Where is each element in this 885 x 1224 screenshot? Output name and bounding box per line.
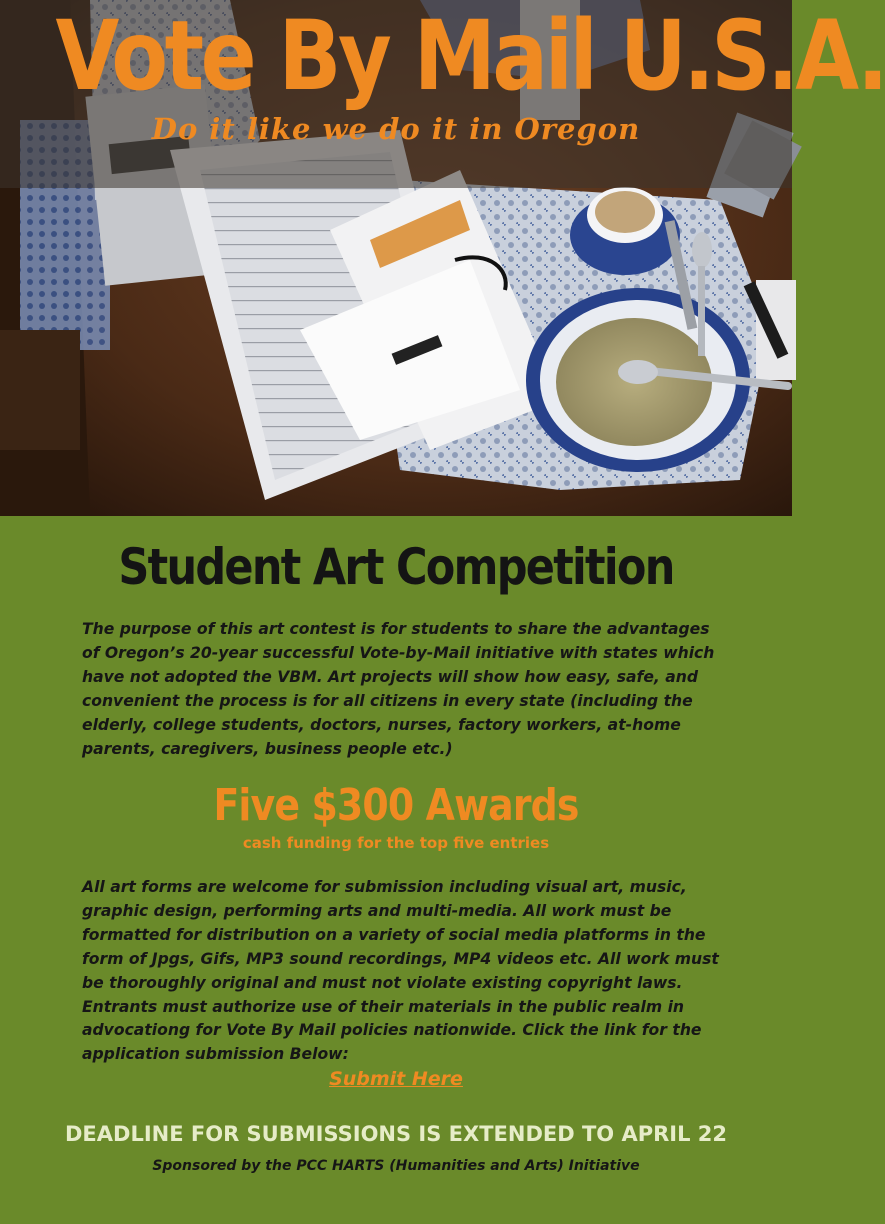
submit-link[interactable]: Submit Here	[329, 1068, 463, 1090]
tagline: Do it like we do it in Oregon	[151, 112, 641, 146]
hero-photo	[0, 0, 885, 516]
competition-section	[0, 516, 792, 1224]
intro-paragraph: The purpose of this art contest is for students to share the advantages of Oregon’s 20-year successful Vote-by-Mail initiative with states which have not adopted the VBM. Art projects will show how easy, safe, and convenient the process is for all citizens in every state (including the elderly, college students, doctors, nurses, factory workers, at-home parents, caregivers, business people etc.)	[82, 620, 715, 758]
section-heading: Student Art Competition	[118, 538, 674, 596]
sponsor-line: Sponsored by the PCC HARTS (Humanities and Arts) Initiative	[152, 1158, 640, 1174]
deadline-notice: DEADLINE FOR SUBMISSIONS IS EXTENDED TO APRIL 22	[64, 1122, 728, 1146]
awards-subtitle: cash funding for the top five entries	[242, 834, 550, 852]
page-title: Vote By Mail U.S.A.	[55, 0, 885, 112]
awards-title: Five $300 Awards	[213, 780, 579, 831]
details-paragraph: All art forms are welcome for submission including visual art, music, graphic design, performing arts and multi-media. All work must be formatted for distribution on a variety of social media platforms in the form of Jpgs, Gifs, MP3 sound recordings, MP4 videos etc. All work must be thoroughly original and must not violate existing copyright laws. Entrants must authorize use of their materials in the public realm in advocationg for Vote By Mail policies nationwide. Click the link for the application submission Below:	[82, 878, 719, 1064]
